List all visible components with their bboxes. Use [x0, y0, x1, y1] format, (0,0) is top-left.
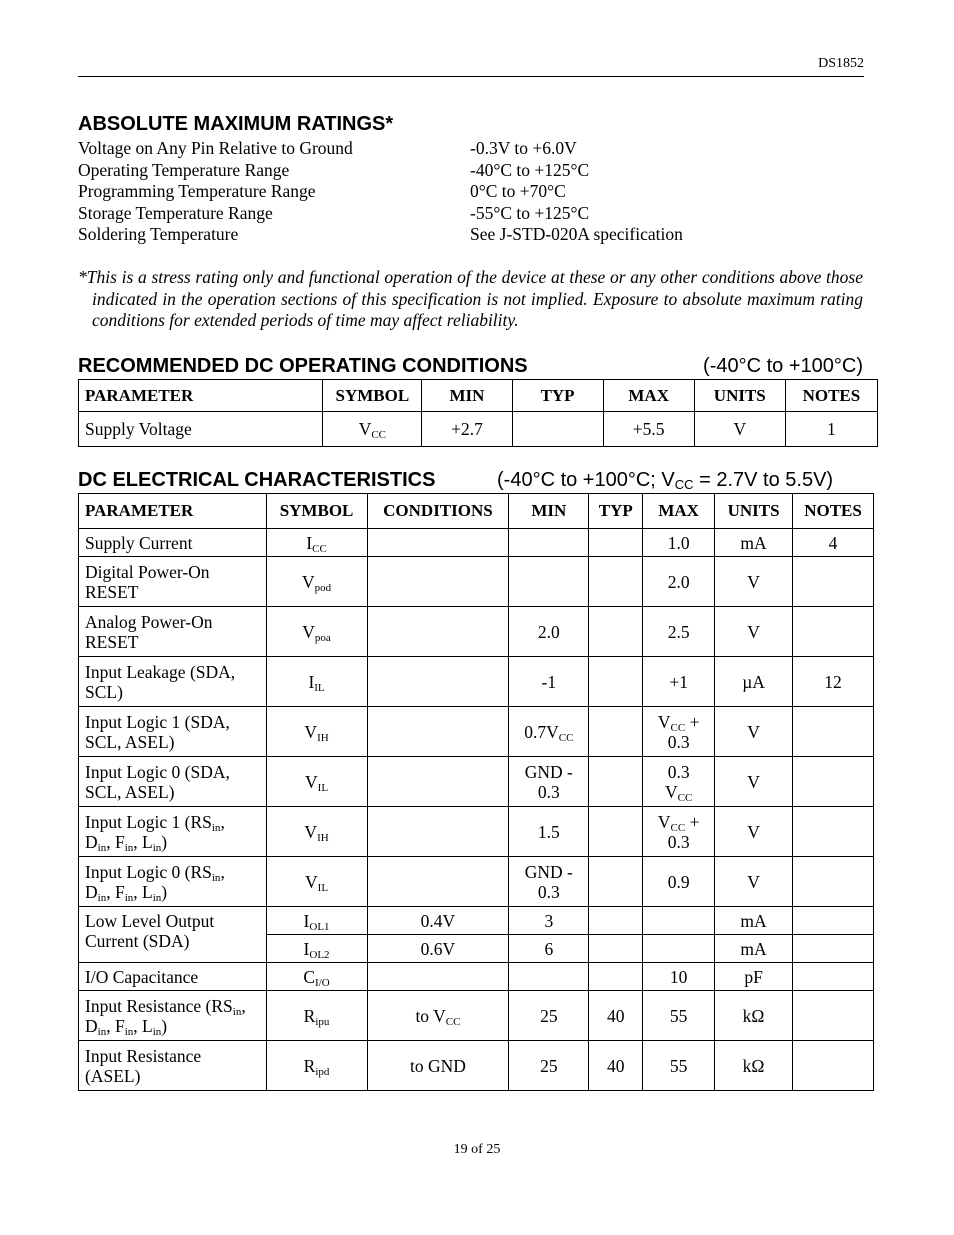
col-header: MAX: [643, 494, 715, 529]
cell-max: 55: [643, 991, 715, 1041]
rating-value: 0°C to +70°C: [470, 181, 566, 202]
cell-units: V: [715, 757, 793, 807]
cell-symbol: $I_{CC}$: [266, 529, 367, 557]
cell-notes: [793, 557, 874, 607]
cell-min: -1: [509, 657, 589, 707]
cell-notes: [793, 935, 874, 963]
cell-min: [509, 963, 589, 991]
cell-typ: [589, 857, 643, 907]
rec-dc-table: [78, 379, 878, 447]
cell-parameter: Input Leakage (SDA, SCL): [79, 657, 267, 707]
cell-min: 1.5: [509, 807, 589, 857]
col-header: CONDITIONS: [367, 494, 509, 529]
cell-conditions: [367, 857, 509, 907]
cell-min: GND - 0.3: [509, 757, 589, 807]
table-row: [79, 557, 874, 607]
cell-min: GND - 0.3: [509, 857, 589, 907]
cell-symbol: $R_{ipd}$: [266, 1041, 367, 1091]
cell-conditions: [367, 657, 509, 707]
cell-conditions: [367, 807, 509, 857]
cell-symbol: $V_{IH}$: [266, 707, 367, 757]
cell-notes: [793, 607, 874, 657]
cell-parameter: Input Logic 0 (SDA, SCL, ASEL): [79, 757, 267, 807]
table-row: [79, 1041, 874, 1091]
col-header: TYP: [589, 494, 643, 529]
cell-units: mA: [715, 907, 793, 935]
rating-label: Operating Temperature Range: [78, 159, 290, 180]
cell-conditions: [367, 529, 509, 557]
cell-parameter: Input Logic 1 (SDA, SCL, ASEL): [79, 707, 267, 757]
rating-row: [78, 203, 778, 225]
cell-notes: [793, 907, 874, 935]
cell-notes: 4: [793, 529, 874, 557]
cell-min: 6: [509, 935, 589, 963]
rec-dc-title: RECOMMENDED DC OPERATING CONDITIONS: [78, 355, 528, 377]
rating-row: [78, 138, 778, 160]
col-header: NOTES: [785, 380, 877, 412]
cell-min: 25: [509, 991, 589, 1041]
cell-max: $V_{CC}$ + 0.3: [643, 807, 715, 857]
cell-symbol: $V_{IH}$: [266, 807, 367, 857]
cell-conditions: [367, 557, 509, 607]
cell-min: [509, 529, 589, 557]
cell-typ: [589, 607, 643, 657]
table-row: [79, 529, 874, 557]
cell-conditions: to $V_{CC}$: [367, 991, 509, 1041]
cell-notes: [793, 807, 874, 857]
rating-value: -55°C to +125°C: [470, 202, 590, 223]
col-header: SYMBOL: [323, 380, 422, 412]
cell-max: 2.0: [643, 557, 715, 607]
cell-typ: [589, 807, 643, 857]
cell-symbol: $V_{CC}$: [323, 412, 422, 447]
cell-units: mA: [715, 935, 793, 963]
rating-value: -0.3V to +6.0V: [470, 138, 577, 158]
cell-min: 25: [509, 1041, 589, 1091]
cell-max: [643, 935, 715, 963]
cell-max: $V_{CC}$ + 0.3: [643, 707, 715, 757]
rating-row: [78, 181, 778, 203]
col-header: MAX: [603, 380, 694, 412]
cell-max: +5.5: [603, 412, 694, 447]
table-row: [79, 757, 874, 807]
stress-rating-note-text: *This is a stress rating only and functional operation of the device at these or any other conditions above those indicated in the operation sections of this specification is not implied. Exposure to absolute maximum rating conditions for extended periods of time may affect reliability.: [78, 267, 863, 331]
cell-units: V: [715, 557, 793, 607]
cell-parameter: Supply Voltage: [79, 412, 323, 447]
cell-typ: [589, 707, 643, 757]
cell-notes: [793, 1041, 874, 1091]
cell-max: 2.5: [643, 607, 715, 657]
cell-units: V: [715, 707, 793, 757]
cell-conditions: [367, 607, 509, 657]
table-row: [79, 657, 874, 707]
document-code: DS1852: [818, 56, 864, 71]
cell-symbol: $I_{OL2}$: [266, 935, 367, 963]
rating-label: Storage Temperature Range: [78, 202, 273, 223]
cell-typ: [589, 529, 643, 557]
cell-symbol: $V_{IL}$: [266, 857, 367, 907]
cell-conditions: [367, 963, 509, 991]
col-header: NOTES: [793, 494, 874, 529]
page-header: [78, 56, 864, 77]
cell-min: $0.7V_{CC}$: [509, 707, 589, 757]
col-header: PARAMETER: [79, 494, 267, 529]
abs-max-list: [78, 138, 778, 246]
cell-notes: [793, 963, 874, 991]
cell-parameter: I/O Capacitance: [79, 963, 267, 991]
rating-value: -40°C to +125°C: [470, 159, 590, 180]
table-row: [79, 991, 874, 1041]
table-row: [79, 412, 878, 447]
cell-max: [643, 907, 715, 935]
col-header: UNITS: [715, 494, 793, 529]
rating-value: See J-STD-020A specification: [470, 224, 683, 245]
cell-min: 3: [509, 907, 589, 935]
col-header: MIN: [509, 494, 589, 529]
cell-typ: [589, 757, 643, 807]
cell-units: kΩ: [715, 1041, 793, 1091]
cell-notes: [793, 707, 874, 757]
table-row: [79, 907, 874, 935]
table-row: [79, 707, 874, 757]
page-number: 19 of 25: [453, 1142, 501, 1157]
cell-min: [509, 557, 589, 607]
cell-units: mA: [715, 529, 793, 557]
cell-units: µA: [715, 657, 793, 707]
cell-typ: 40: [589, 991, 643, 1041]
cell-symbol: $C_{I/O}$: [266, 963, 367, 991]
cell-max: 0.9: [643, 857, 715, 907]
table-header-row: [79, 494, 874, 529]
cell-parameter: Analog Power-On RESET: [79, 607, 267, 657]
dc-elec-title: DC ELECTRICAL CHARACTERISTICS: [78, 469, 436, 491]
table-row: [79, 807, 874, 857]
cell-symbol: $R_{ipu}$: [266, 991, 367, 1041]
cell-parameter: Input Resistance (ASEL): [79, 1041, 267, 1091]
rating-row: [78, 160, 778, 182]
table-row: [79, 607, 874, 657]
table-header-row: [79, 380, 878, 412]
cell-parameter: Input Logic 0 ($RS_{in}$, $D_{in}$, $F_{in}$, $L_{in}$): [79, 857, 267, 907]
cell-conditions: 0.4V: [367, 907, 509, 935]
cell-typ: 40: [589, 1041, 643, 1091]
cell-notes: 1: [785, 412, 877, 447]
cell-conditions: to GND: [367, 1041, 509, 1091]
cell-typ: [512, 412, 603, 447]
cell-max: 1.0: [643, 529, 715, 557]
cell-max: 0.3 $V_{CC}$: [643, 757, 715, 807]
cell-units: V: [715, 857, 793, 907]
cell-parameter: Digital Power-On RESET: [79, 557, 267, 607]
cell-notes: 12: [793, 657, 874, 707]
dc-elec-condition: (-40°C to +100°C; $V_{CC} = 2.7V$ to 5.5V): [497, 469, 834, 492]
rating-label: Voltage on Any Pin Relative to Ground: [78, 138, 353, 158]
cell-units: V: [694, 412, 785, 447]
cell-notes: [793, 857, 874, 907]
rating-label: Soldering Temperature: [78, 224, 239, 245]
cell-max: 55: [643, 1041, 715, 1091]
cell-min: +2.7: [422, 412, 512, 447]
cell-conditions: [367, 757, 509, 807]
cell-notes: [793, 757, 874, 807]
cell-conditions: 0.6V: [367, 935, 509, 963]
cell-typ: [589, 907, 643, 935]
cell-max: 10: [643, 963, 715, 991]
col-header: SYMBOL: [266, 494, 367, 529]
col-header: PARAMETER: [79, 380, 323, 412]
cell-typ: [589, 557, 643, 607]
dc-elec-table: [78, 493, 874, 1091]
cell-parameter: Input Logic 1 ($RS_{in}$, $D_{in}$, $F_{in}$, $L_{in}$): [79, 807, 267, 857]
cell-parameter: Supply Current: [79, 529, 267, 557]
col-header: MIN: [422, 380, 512, 412]
col-header: TYP: [512, 380, 603, 412]
cell-typ: [589, 935, 643, 963]
cell-typ: [589, 963, 643, 991]
cell-conditions: [367, 707, 509, 757]
cell-max: +1: [643, 657, 715, 707]
cell-units: pF: [715, 963, 793, 991]
rating-label: Programming Temperature Range: [78, 181, 316, 202]
cell-symbol: $V_{poa}$: [266, 607, 367, 657]
col-header: UNITS: [694, 380, 785, 412]
cell-parameter: Input Resistance ($RS_{in}$, $D_{in}$, $F_{in}$, $L_{in}$): [79, 991, 267, 1041]
cell-notes: [793, 991, 874, 1041]
cell-units: V: [715, 807, 793, 857]
cell-symbol: $V_{pod}$: [266, 557, 367, 607]
table-row: [79, 857, 874, 907]
cell-typ: [589, 657, 643, 707]
cell-min: 2.0: [509, 607, 589, 657]
abs-max-title: ABSOLUTE MAXIMUM RATINGS*: [78, 113, 394, 135]
rating-row: [78, 224, 778, 246]
stress-rating-note: [78, 267, 863, 332]
rec-dc-condition: (-40°C to +100°C): [703, 355, 863, 377]
table-row: [79, 963, 874, 991]
cell-symbol: $I_{OL1}$: [266, 907, 367, 935]
cell-units: V: [715, 607, 793, 657]
cell-symbol: $I_{IL}$: [266, 657, 367, 707]
cell-symbol: $V_{IL}$: [266, 757, 367, 807]
cell-units: kΩ: [715, 991, 793, 1041]
cell-parameter: Low Level Output Current (SDA): [79, 907, 267, 963]
